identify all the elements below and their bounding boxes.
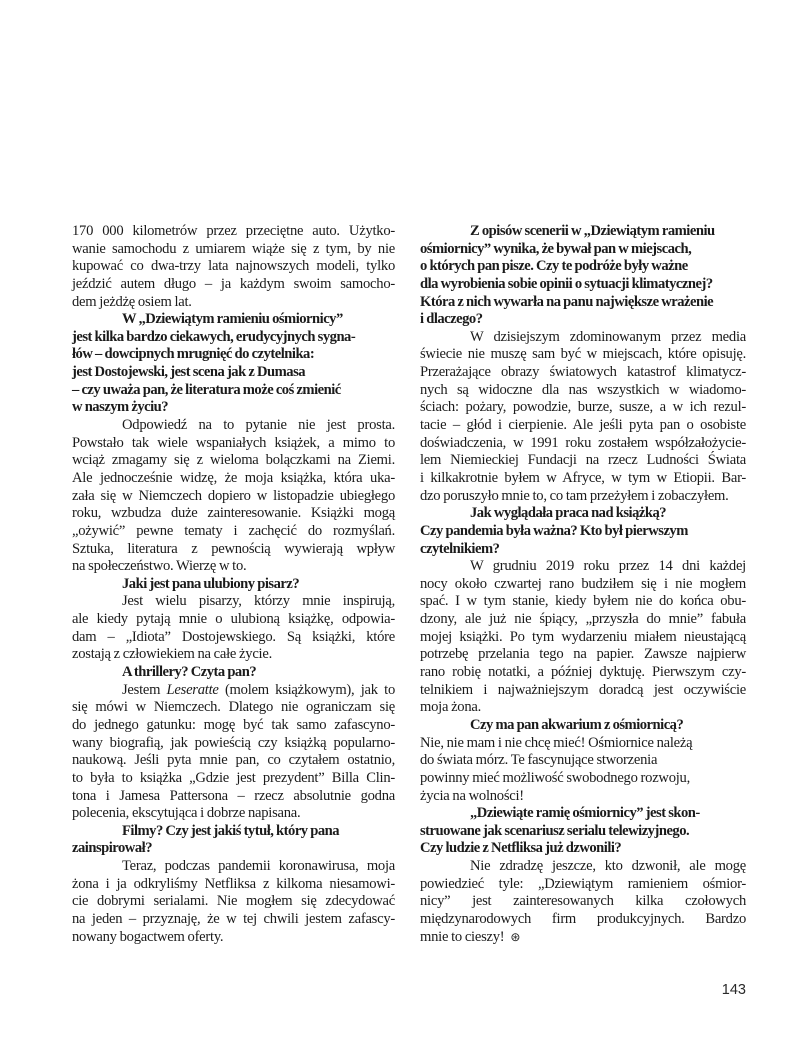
answer-text-line: Przerażające obrazy światowych katastrof klimatycz- bbox=[420, 364, 746, 381]
question-text-line: o których pan pisze. Czy te podróże były ważne bbox=[420, 258, 688, 275]
answer-text-line: Odpowiedź na to pytanie nie jest prosta. bbox=[122, 417, 395, 434]
answer-text-line: i kilkakrotnie byłem w Afryce, w tym w Etiopii. Bar- bbox=[420, 469, 746, 486]
answer-text-line: dem jeżdżę osiem lat. bbox=[72, 293, 192, 310]
answer-text-line: telnikiem i najważniejszym doradcą jest oczywiście bbox=[420, 681, 746, 698]
answer-text-line: mnie to cieszy! ⊛ bbox=[420, 928, 521, 945]
question-text-line: łów – dowcipnych mrugnięć do czytelnika: bbox=[72, 346, 315, 363]
text-column-right bbox=[420, 223, 746, 946]
answer-text-line: nowany bogactwem oferty. bbox=[72, 928, 224, 945]
question-text-line: i dlaczego? bbox=[420, 311, 483, 328]
answer-text-line: potrzebę przelania tego na papier. Zawsze najpierw bbox=[420, 646, 746, 663]
answer-text-line: międzynarodowych firm produkcyjnych. Bardzo bbox=[420, 910, 746, 927]
answer-text-line: na jeden – przyznaję, że w tej chwili jestem zafascy- bbox=[72, 910, 395, 927]
text-column-left bbox=[72, 223, 395, 946]
question-text-line: Z opisów scenerii w „Dziewiątym ramieniu bbox=[470, 223, 715, 239]
answer-text-line: wciąż zmagamy się z wieloma bolączkami na Ziemi. bbox=[72, 452, 395, 469]
answer-text-line: do jednego gatunku: mogę być tak samo zafascyno- bbox=[72, 716, 395, 733]
answer-text-line: dam – „Idiota” Dostojewskiego. Są książki, które bbox=[72, 628, 395, 645]
answer-text-line: to była to książka „Gdzie jest prezydent” Billa Clin- bbox=[72, 769, 395, 786]
article-end-icon: ⊛ bbox=[510, 929, 521, 944]
question-text-line: Czy pandemia była ważna? Kto był pierwszym bbox=[420, 522, 688, 539]
answer-text-line: spać. I w tym stanie, kiedy byłem nie do końca obu- bbox=[420, 593, 746, 610]
answer-text-line: jeździć autem długo – ja każdym swoim samocho- bbox=[72, 275, 395, 292]
question-text-line: w naszym życiu? bbox=[72, 399, 169, 416]
question-text-line: Czy ma pan akwarium z ośmiornicą? bbox=[470, 716, 684, 733]
answer-text-line: Ale jednocześnie widzę, że moja książka, która uka- bbox=[72, 469, 395, 486]
answer-text-line: świecie nie muszę sam być w miejscach, które opisuję. bbox=[420, 346, 746, 363]
answer-text-line: rano robię notatki, a później dyktuję. Pierwszym czy- bbox=[420, 664, 746, 681]
question-text-line: „Dziewiąte ramię ośmiornicy” jest skon- bbox=[470, 805, 700, 822]
question-text-line: Czy ludzie z Netfliksa już dzwonili? bbox=[420, 840, 622, 857]
answer-text-line: doświadczenia, w 1991 roku zostałem współzałożycie- bbox=[420, 434, 746, 451]
answer-text-line: nicy” jest zainteresowanych kilka czołowych bbox=[420, 893, 746, 910]
answer-text-line: W dzisiejszym zdominowanym przez media bbox=[470, 328, 746, 345]
answer-text-line: polecenia, ekscytująca i dobrze napisana. bbox=[72, 805, 301, 822]
question-text-line: dla wyrobienia sobie opinii o sytuacji klimatycznej? bbox=[420, 275, 713, 292]
answer-text-line: tacie – głód i cierpienie. Ale jeśli pyta pan o osobiste bbox=[420, 417, 746, 434]
answer-text-line: powinny mieć możliwość swobodnego rozwoju, bbox=[420, 769, 691, 786]
answer-text-line: cie dobrymi serialami. Nie mogłem się zdecydować bbox=[72, 893, 395, 910]
answer-text-line: nocy około czwartej rano budziłem się i nie mogłem bbox=[420, 575, 746, 592]
answer-text-line: W grudniu 2019 roku przez 14 dni każdej bbox=[470, 558, 746, 575]
answer-text-line: roku, wzbudza duże zainteresowanie. Książki mogą bbox=[72, 505, 395, 522]
answer-text-line: żona i ja odkryliśmy Netfliksa z kilkoma niesamowi- bbox=[72, 875, 395, 892]
answer-text-line: dzony, ale już nie śpiący, „przyszła do mnie” fabuła bbox=[420, 611, 746, 628]
question-text-line: Jaki jest pana ulubiony pisarz? bbox=[122, 575, 300, 592]
answer-text-line: powiedzieć tyle: „Dziewiątym ramieniem ośmior- bbox=[420, 875, 746, 892]
answer-text-line: Nie zdradzę jeszcze, kto dzwonił, ale mogę bbox=[470, 858, 746, 875]
answer-text-line: lem Niemieckiej Fundacji na rzecz Ludności Świata bbox=[420, 452, 746, 469]
question-text-line: struowane jak scenariusz serialu telewizyjnego. bbox=[420, 822, 690, 839]
question-text-line: Filmy? Czy jest jakiś tytuł, który pana bbox=[122, 822, 340, 839]
question-text-line: zainspirował? bbox=[72, 840, 152, 857]
page-number: 143 bbox=[721, 982, 746, 998]
answer-text-line: Nie, nie mam i nie chcę mieć! Ośmiornice należą bbox=[420, 734, 693, 751]
question-text-line: A thrillery? Czyta pan? bbox=[122, 664, 257, 681]
answer-text-line: Sztuka, literatura z pewnością wywierają wpływ bbox=[72, 540, 395, 557]
answer-text-line: Jest wielu pisarzy, którzy mnie inspirują, bbox=[122, 593, 395, 610]
answer-text-line: ale kiedy pytają mnie o ulubioną książkę, odpowia- bbox=[72, 611, 395, 628]
question-text-line: Która z nich wywarła na panu największe wrażenie bbox=[420, 293, 714, 310]
answer-text-line: dzo poruszyło mnie to, co tam przeżyłem i zobaczyłem. bbox=[420, 487, 729, 504]
answer-text-line: zostają z człowiekiem na całe życie. bbox=[72, 646, 272, 663]
answer-text-line: Jestem Leseratte (molem książkowym), jak to bbox=[122, 681, 395, 698]
answer-text-line: naukową. Jeśli pyta mnie pan, co czytałem ostatnio, bbox=[72, 752, 395, 769]
answer-text-line: się mówi w Niemczech. Dlatego nie ograniczam się bbox=[72, 699, 395, 716]
answer-text-line: życia na wolności! bbox=[420, 787, 524, 804]
answer-text-line: zała się w Niemczech dopiero w listopadzie ubiegłego bbox=[72, 487, 395, 504]
answer-text-line: na społeczeństwo. Wierzę w to. bbox=[72, 558, 247, 575]
answer-text-line: Powstało tak wiele wspaniałych książek, a mimo to bbox=[72, 434, 395, 451]
answer-text-line: tona i Jamesa Pattersona – rzecz absolutnie godna bbox=[72, 787, 395, 804]
question-text-line: Jak wyglądała praca nad książką? bbox=[470, 505, 667, 522]
answer-text-line: Teraz, podczas pandemii koronawirusa, moja bbox=[122, 858, 395, 875]
answer-text-line: kupować co dwa-trzy lata najnowszych modeli, tylko bbox=[72, 258, 395, 275]
question-text-line: jest kilka bardzo ciekawych, erudycyjnych sygna- bbox=[72, 328, 356, 345]
question-text-line: W „Dziewiątym ramieniu ośmiornicy” bbox=[122, 311, 343, 328]
answer-text-line: wany biografią, jak powieścią czy książką popularno- bbox=[72, 734, 395, 751]
answer-text-line: ściach: pożary, powodzie, burze, susze, a w ich rezul- bbox=[420, 399, 746, 416]
answer-text-line: do świata mórz. Te fascynujące stworzenia bbox=[420, 752, 658, 769]
answer-text-line: nych są widoczne dla nas wszystkich w wiadomo- bbox=[420, 381, 746, 398]
answer-text-line: „ożywić” pewne tematy i zachęcić do rozmyślań. bbox=[72, 522, 395, 539]
question-text-line: czytelnikiem? bbox=[420, 540, 500, 557]
answer-text-line: mojej książki. Po tym wydarzeniu miałem nieustającą bbox=[420, 628, 746, 645]
question-text-line: jest Dostojewski, jest scena jak z Dumasa bbox=[72, 364, 306, 381]
answer-text-line: 170 000 kilometrów przez przeciętne auto. Użytko- bbox=[72, 223, 395, 239]
answer-text-line: moja żona. bbox=[420, 699, 482, 716]
answer-text-line: wanie samochodu z umiarem wiąże się z tym, by nie bbox=[72, 240, 395, 257]
question-text-line: – czy uważa pan, że literatura może coś zmienić bbox=[72, 381, 341, 398]
question-text-line: ośmiornicy” wynika, że bywał pan w miejscach, bbox=[420, 240, 692, 257]
